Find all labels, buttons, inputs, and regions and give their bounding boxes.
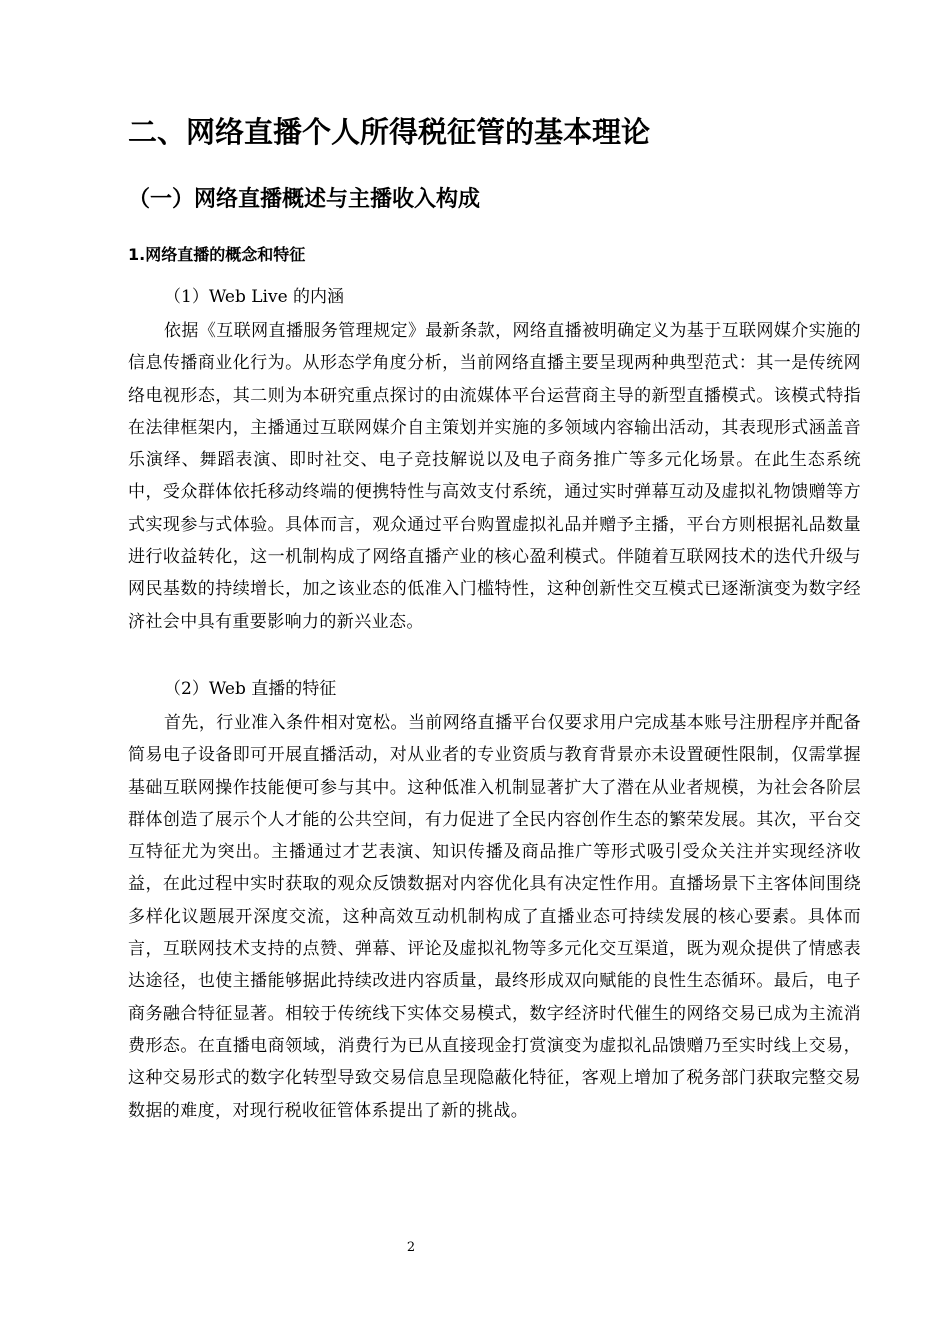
paragraph-1: 依据《互联网直播服务管理规定》最新条款，网络直播被明确定义为基于互联网媒介实施的信息传播商业化行为。从形态学角度分析，当前网络直播主要呈现两种典型范式：其一是传统网络电视形态，其二则为本研究重点探讨的由流媒体平台运营商主导的新型直播模式。该模式特指在法律框架内，主播通过互联网媒介自主策划并实施的多领域内容输出活动，其表现形式涵盖音乐演绎、舞蹈表演、即时社交、电子竞技解说以及电子商务推广等多元化场景。在此生态系统中，受众群体依托移动终端的便携特性与高效支付系统，通过实时弹幕互动及虚拟礼物馈赠等方式实现参与式体验。具体而言，观众通过平台购置虚拟礼品并赠予主播，平台方则根据礼品数量进行收益转化，这一机制构成了网络直播产业的核心盈利模式。伴随着互联网技术的迭代升级与网民基数的持续增长，加之该业态的低准入门槛特性，这种创新性交互模式已逐渐演变为数字经济社会中具有重要影响力的新兴业态。 (128, 321, 861, 632)
paragraph-2: 首先，行业准入条件相对宽松。当前网络直播平台仅要求用户完成基本账号注册程序并配备简易电子设备即可开展直播活动，对从业者的专业资质与教育背景亦未设置硬性限制，仅需掌握基础互联网操作技能便可参与其中。这种低准入机制显著扩大了潜在从业者规模，为社会各阶层群体创造了展示个人才能的公共空间，有力促进了全民内容创作生态的繁荣发展。其次，平台交互特征尤为突出。主播通过才艺表演、知识传播及商品推广等形式吸引受众关注并实现经济收益，在此过程中实时获取的观众反馈数据对内容优化具有决定性作用。直播场景下主客体间围绕多样化议题展开深度交流，这种高效互动机制构成了直播业态可持续发展的核心要素。具体而言，互联网技术支持的点赞、弹幕、评论及虚拟礼物等多元化交互渠道，既为观众提供了情感表达途径，也使主播能够据此持续改进内容质量，最终形成双向赋能的良性生态循环。最后，电子商务融合特征显著。相较于传统线下实体交易模式，数字经济时代催生的网络交易已成为主流消费形态。在直播电商领域，消费行为已从直接现金打赏演变为虚拟礼品馈赠乃至实时线上交易，这种交易形式的数字化转型导致交易信息呈现隐蔽化特征，客观上增加了税务部门获取完整交易数据的难度，对现行税收征管体系提出了新的挑战。 (128, 713, 861, 1121)
page-number: 2 (406, 1240, 416, 1255)
sub-heading-1: （1）Web Live 的内涵 (164, 287, 345, 307)
sub-heading-2: （2）Web 直播的特征 (164, 679, 337, 699)
chapter-heading: 二、网络直播个人所得税征管的基本理论 (128, 115, 651, 149)
section-heading: （一）网络直播概述与主播收入构成 (128, 187, 481, 212)
subsection-heading: 1.网络直播的概念和特征 (128, 245, 306, 264)
